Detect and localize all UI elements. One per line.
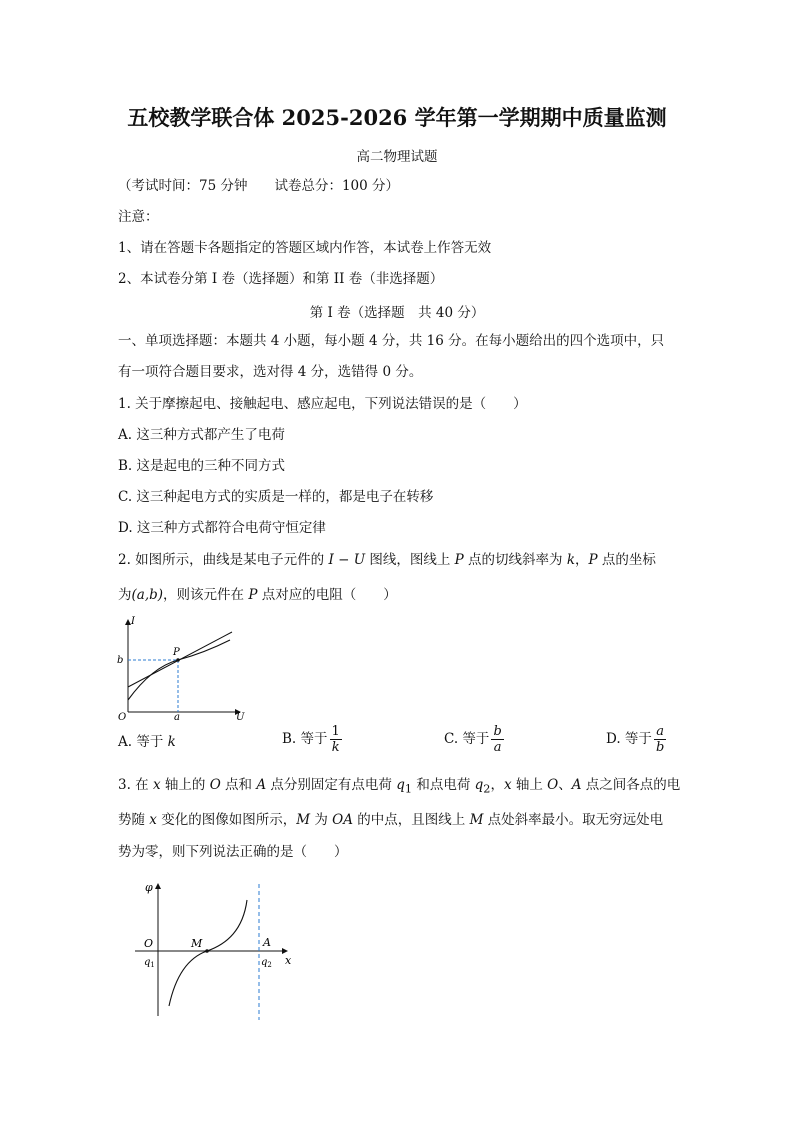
exam-info: （考试时间：75 分钟 试卷总分：100 分） (118, 178, 400, 194)
q3-label-x: x (285, 954, 292, 967)
q3-text: 点之间各点的电 (581, 777, 681, 793)
q2-var-p: P (588, 552, 598, 568)
q3-text: 、 (558, 777, 572, 793)
part1-heading: 第 I 卷（选择题 共 40 分） (309, 305, 485, 321)
q2-var-iu: I − U (328, 552, 366, 568)
q3-var: x (149, 812, 157, 828)
notice-item-2: 2、本试卷分第 I 卷（选择题）和第 II 卷（非选择题） (118, 271, 444, 287)
q2-iu-graph (112, 612, 262, 724)
q3-label-q1: $q_1$ (144, 957, 155, 969)
q2-option-a (118, 733, 176, 751)
q3-var: A (571, 777, 582, 793)
q3-stem-line1 (118, 776, 680, 799)
q2-text: 2. 如图所示，曲线是某电子元件的 (118, 552, 329, 568)
q1-option-c: C. 这三种起电方式的实质是一样的，都是电子在转移 (118, 489, 434, 505)
q3-var: q (474, 777, 484, 793)
q3-stem-line3: 势为零，则下列说法正确的是（ ） (118, 844, 348, 860)
q3-label-o: O (144, 937, 154, 950)
q2-option-b (282, 724, 342, 755)
fraction-numerator: 1 (331, 724, 340, 739)
q2-text: 点对应的电阻（ ） (257, 587, 397, 603)
q2-option-d-fraction (654, 724, 666, 755)
q2-label-a: a (174, 712, 180, 723)
fraction-denominator: b (655, 740, 665, 755)
q3-subscript: 1 (404, 782, 413, 796)
notice-item-1: 1、请在答题卡各题指定的答题区域内作答，本试卷上作答无效 (118, 240, 492, 256)
q3-label-a: A (263, 936, 271, 949)
q2-var-k: k (566, 552, 576, 568)
q2-text: 点的坐标 (597, 552, 656, 568)
q2-option-a-text: A. 等于 (118, 734, 168, 750)
q2-stem-line2 (118, 586, 397, 604)
q2-option-b-text: B. 等于 (282, 731, 328, 747)
q2-option-c-fraction (491, 724, 503, 755)
q2-option-b-fraction (330, 724, 342, 755)
fraction-numerator: a (656, 724, 664, 739)
q2-option-a-var: k (167, 734, 176, 750)
q3-var: O (547, 777, 559, 793)
q3-text: 势随 (118, 812, 150, 828)
q2-text: ， (575, 552, 589, 568)
q1-option-d: D. 这三种方式都符合电荷守恒定律 (118, 520, 326, 536)
q2-var-p: P (248, 587, 258, 603)
q3-text: ， (490, 777, 504, 793)
q3-text: 的中点，且图线上 (352, 812, 470, 828)
q3-point-m (205, 949, 209, 953)
q3-var: x (503, 777, 512, 793)
q3-var: M (296, 812, 311, 828)
q2-stem-line1 (118, 551, 656, 569)
q2-option-c (444, 724, 504, 755)
q3-label-q2: $q_2$ (261, 957, 272, 969)
q3-var: OA (332, 812, 353, 828)
q3-var: M (469, 812, 484, 828)
q2-option-d-text: D. 等于 (606, 731, 652, 747)
q2-text: 图线，图线上 (365, 552, 455, 568)
section1-intro-line2: 有一项符合题目要求，选对得 4 分，选错得 0 分。 (118, 364, 423, 380)
exam-title: 五校教学联合体 2025-2026 学年第一学期期中质量监测 (127, 105, 667, 130)
fraction-denominator: k (331, 740, 340, 755)
q2-option-d (606, 724, 666, 755)
q2-coord: (a,b) (131, 587, 164, 603)
q2-option-c-text: C. 等于 (444, 731, 490, 747)
fraction-denominator: a (493, 740, 502, 755)
q3-text: 3. 在 (118, 777, 153, 793)
q3-text: 点分别固定有点电荷 (266, 777, 397, 793)
q3-text: 点处斜率最小。取无穷远处电 (483, 812, 664, 828)
notice-heading: 注意： (118, 209, 159, 225)
q3-var: x (152, 777, 161, 793)
q3-var: q (396, 777, 405, 793)
q2-label-o: O (118, 712, 127, 723)
q3-label-phi: φ (145, 881, 153, 894)
q2-label-u: U (236, 712, 245, 723)
q1-option-a: A. 这三种方式都产生了电荷 (118, 427, 285, 443)
q1-stem: 1. 关于摩擦起电、接触起电、感应起电，下列说法错误的是（ ） (118, 396, 527, 412)
q2-text: 点的切线斜率为 (463, 552, 567, 568)
q3-stem-line2 (118, 811, 663, 829)
q2-text: ，则该元件在 (163, 587, 249, 603)
q3-text: 轴上的 (160, 777, 210, 793)
q3-potential-curve (169, 900, 247, 1006)
section1-intro-line1: 一、单项选择题：本题共 4 小题，每小题 4 分，共 16 分。在每小题给出的四个选项中，只 (118, 333, 665, 349)
q3-var: O (209, 777, 221, 793)
q2-var-p: P (454, 552, 464, 568)
q1-option-b: B. 这是起电的三种不同方式 (118, 458, 286, 474)
q3-text: 轴上 (511, 777, 548, 793)
q2-label-b: b (117, 655, 124, 666)
q3-subscript: 2 (483, 782, 491, 796)
q3-text: 变化的图像如图所示， (156, 812, 297, 828)
q3-var: A (256, 777, 267, 793)
q3-text: 为 (310, 812, 333, 828)
q3-text: 和点电荷 (412, 777, 475, 793)
q2-text: 为 (118, 587, 132, 603)
fraction-numerator: b (493, 724, 502, 739)
exam-subtitle: 高二物理试题 (356, 149, 438, 165)
q2-label-i: I (131, 616, 135, 627)
q3-text: 点和 (220, 777, 257, 793)
q3-potential-graph (135, 878, 310, 1023)
q2-point-p (176, 658, 180, 662)
q2-label-p: P (173, 647, 180, 658)
q3-label-m: M (191, 937, 203, 950)
